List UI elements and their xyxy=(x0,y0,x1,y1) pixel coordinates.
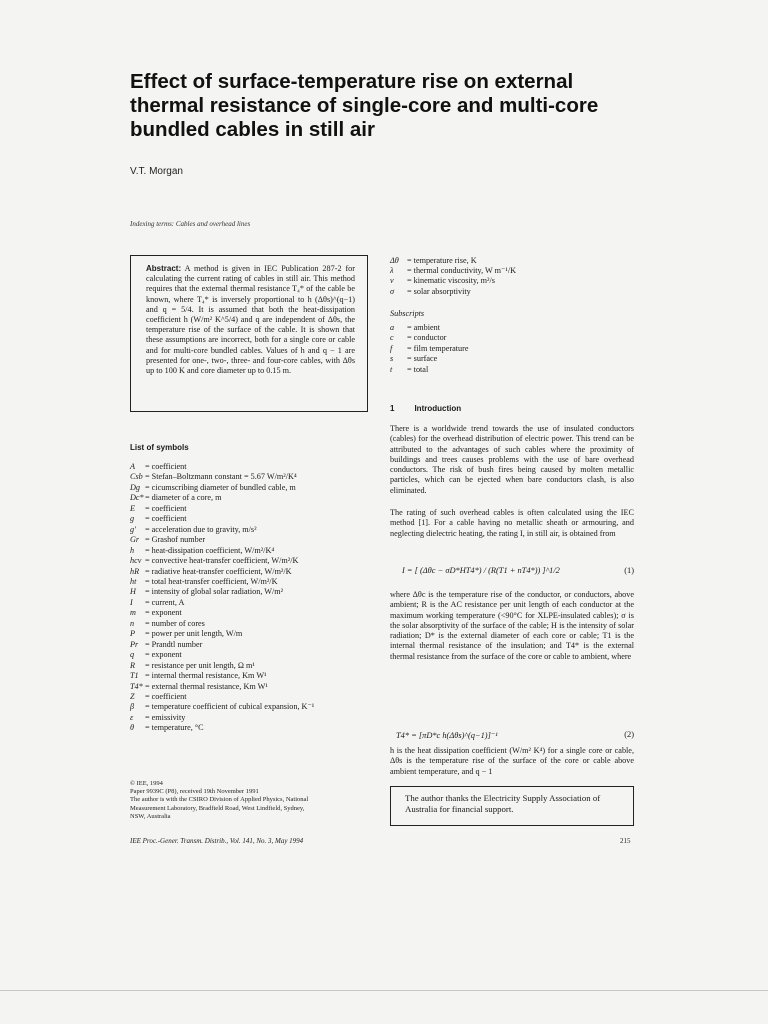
symbol-row xyxy=(130,504,380,514)
symbol: ht xyxy=(130,576,137,586)
symbol-row xyxy=(130,692,380,702)
symbol-row xyxy=(390,287,640,297)
symbol-row xyxy=(130,567,380,577)
abstract-text: A method is given in IEC Publication 287-2 for calculating the current rating of cables in still air. This method requires that the external thermal resistance T₄* of the cable be known, where T₄* is inversely proportional to h (Δθs)^(q−1) and q = 5/4. It is assumed that both the heat-dissipation coefficient h (W/m² K^5/4) and q are independent of Δθs, the temperature rise of the surface of the cable. It is shown that these assumptions are incorrect, both for a single core or cable and for multi-core bundled cables. Values of h and q − 1 are presented for one-, two-, three- and four-core cables, with Δθs up to 100 K and core diameter up to 0.15 m. xyxy=(146,264,355,376)
symbol-definition: = Stefan–Boltzmann constant = 5.67 W/m²/K⁴ xyxy=(145,472,297,482)
affiliation-line: Measurement Laboratory, Bradfield Road, West Lindfield, Sydney, xyxy=(130,804,305,812)
paper-title: Effect of surface-temperature rise on external thermal resistance of single-core and multi-core bundled cables in still air xyxy=(130,70,599,141)
symbol-definition: = exponent xyxy=(145,650,182,660)
affiliation-line: The author is with the CSIRO Division of Applied Physics, National xyxy=(130,796,309,804)
symbol-definition: = internal thermal resistance, Km W¹ xyxy=(145,671,267,681)
intro-paragraph: The rating of such overhead cables is often calculated using the IEC method [1]. For a cable having no metallic sheath or armouring, and neglecting dielectric heating, the rating I, in still air, is obtained from xyxy=(390,508,634,538)
symbol-row xyxy=(130,472,380,482)
symbol: m xyxy=(130,608,136,618)
symbol-row xyxy=(130,598,380,608)
symbol-definition: = film temperature xyxy=(407,343,469,353)
symbol-row xyxy=(130,640,380,650)
symbol-row xyxy=(130,556,380,566)
symbol: θ xyxy=(130,723,135,733)
symbol-row xyxy=(130,713,380,723)
symbol: t xyxy=(390,364,393,374)
page-divider xyxy=(0,990,768,991)
symbol: Csb xyxy=(130,472,143,482)
symbol-definition: = acceleration due to gravity, m/s² xyxy=(145,524,257,534)
symbol-row xyxy=(130,462,380,472)
symbol: ν xyxy=(390,276,394,286)
symbol-definition: = temperature rise, K xyxy=(407,256,477,265)
symbol: T4* xyxy=(130,681,143,691)
page-number: 215 xyxy=(620,837,631,845)
symbol-definition: = total xyxy=(407,364,429,374)
symbol-definition: = solar absorptivity xyxy=(407,286,471,296)
symbol-definition: = coefficient xyxy=(145,503,187,513)
symbol-row xyxy=(130,514,380,524)
symbol-row xyxy=(130,608,380,618)
symbol-row xyxy=(130,483,380,493)
symbol: σ xyxy=(390,286,395,296)
symbol: Dg xyxy=(130,482,141,492)
symbol-definition: = coefficient xyxy=(145,462,187,471)
symbol: Gr xyxy=(130,535,140,545)
symbol: Δθ xyxy=(390,256,399,265)
symbol-row xyxy=(130,682,380,692)
subscript-row xyxy=(390,354,640,364)
symbol-row xyxy=(130,723,380,733)
subscripts-heading: Subscripts xyxy=(390,309,425,318)
symbol-definition: = temperature, °C xyxy=(145,723,204,733)
subscript-row xyxy=(390,365,640,375)
symbol: A xyxy=(130,462,136,471)
symbol: hR xyxy=(130,566,140,576)
symbol-row xyxy=(130,535,380,545)
symbol-definition: = convective heat-transfer coefficient, W/m²/K xyxy=(145,556,299,566)
equation-number: (2) xyxy=(624,730,634,739)
symbol-definition: = total heat-transfer coefficient, W/m²/K xyxy=(145,576,278,586)
symbol-definition: = conductor xyxy=(407,333,447,343)
symbol: E xyxy=(130,503,136,513)
symbols-heading: List of symbols xyxy=(130,443,189,452)
symbol-definition: = exponent xyxy=(145,608,182,618)
symbol-definition: = coefficient xyxy=(145,691,187,701)
symbol-row xyxy=(130,619,380,629)
abstract-label: Abstract: xyxy=(146,264,182,273)
symbol-row xyxy=(390,256,640,266)
section-number: 1 xyxy=(390,404,395,413)
symbol-row xyxy=(130,629,380,639)
symbol: H xyxy=(130,587,136,597)
symbol: g′ xyxy=(130,524,136,534)
symbol: n xyxy=(130,618,135,628)
equation-text: I = [ (Δθc − σD*HT4*) / (R(T1 + nT4*)) ]^1/2 xyxy=(402,566,560,575)
symbol-definition: = cicumscribing diameter of bundled cable, m xyxy=(145,482,296,492)
symbol-row xyxy=(390,276,640,286)
symbol: hcv xyxy=(130,556,142,566)
symbol: q xyxy=(130,650,135,660)
symbol: ε xyxy=(130,712,134,722)
symbol: c xyxy=(390,333,394,343)
symbol-row xyxy=(130,587,380,597)
right-symbols-list xyxy=(390,256,640,297)
acknowledgment-box xyxy=(390,786,634,826)
abstract-box xyxy=(130,255,368,412)
symbol: β xyxy=(130,702,135,712)
symbol: λ xyxy=(390,266,394,276)
symbol-definition: = radiative heat-transfer coefficient, W/m²/K xyxy=(145,566,292,576)
subscript-row xyxy=(390,344,640,354)
symbol-definition: = external thermal resistance, Km W¹ xyxy=(145,681,268,691)
section-title: Introduction xyxy=(414,404,462,413)
symbol-definition: = Grashof number xyxy=(145,535,206,545)
symbol-row xyxy=(130,577,380,587)
author-name: V.T. Morgan xyxy=(130,166,183,177)
symbol: P xyxy=(130,629,136,639)
symbol-definition: = emissivity xyxy=(145,712,186,722)
symbol: s xyxy=(390,354,394,364)
symbol-definition: = current, A xyxy=(145,597,185,607)
symbol-definition: = thermal conductivity, W m⁻¹/K xyxy=(407,266,517,276)
symbol-row xyxy=(130,525,380,535)
footnote xyxy=(130,780,380,821)
symbol: a xyxy=(390,323,395,332)
symbol: R xyxy=(130,660,136,670)
symbol: f xyxy=(390,343,393,353)
symbol-row xyxy=(130,546,380,556)
symbol: g xyxy=(130,514,135,524)
symbol-row xyxy=(130,661,380,671)
symbol-definition: = heat-dissipation coefficient, W/m²/K⁴ xyxy=(145,545,275,555)
symbol: h xyxy=(130,545,135,555)
symbol-definition: = number of cores xyxy=(145,618,205,628)
section-heading xyxy=(390,404,461,413)
symbol-row xyxy=(130,650,380,660)
symbol-row xyxy=(390,266,640,276)
subscript-row xyxy=(390,323,640,333)
acknowledgment-text: The author thanks the Electricity Supply Association of Australia for financial support. xyxy=(405,793,601,814)
symbol: Pr xyxy=(130,639,139,649)
copyright: © IEE, 1994 xyxy=(130,780,163,787)
symbol-row xyxy=(130,671,380,681)
affiliation-line: NSW, Australia xyxy=(130,812,171,820)
symbol-row xyxy=(130,493,380,503)
symbol-row xyxy=(130,702,380,712)
symbol-definition: = kinematic viscosity, m²/s xyxy=(407,276,495,286)
intro-paragraph: There is a worldwide trend towards the use of insulated conductors (cables) for the overhead distribution of electric power. This trend can be attributed to the advantages of such cables where the proximity of buildings and trees causes problems with the use of bare overhead conductors. The risk of bush fires being caused by molten metallic particles, which can be ejected when bare conductors clash, is also eliminated. xyxy=(390,424,634,495)
symbol: T1 xyxy=(130,671,139,681)
indexing-terms: Indexing terms: Cables and overhead lines xyxy=(130,220,251,228)
equation-number: (1) xyxy=(624,566,634,575)
symbols-list xyxy=(130,462,380,734)
symbol-definition: = diameter of a core, m xyxy=(145,493,222,503)
subscript-row xyxy=(390,333,640,343)
symbol-definition: = intensity of global solar radiation, W/m² xyxy=(145,587,284,597)
symbol-definition: = temperature coefficient of cubical expansion, K⁻¹ xyxy=(145,702,315,712)
symbol-definition: = Prandtl number xyxy=(145,639,203,649)
symbol-definition: = ambient xyxy=(407,323,441,332)
symbol: Dc* xyxy=(130,493,144,503)
paper-info: Paper 9939C (P8), received 19th November 1991 xyxy=(130,788,259,796)
equation-text: T4* = [πD*c h(Δθs)^(q−1)]⁻¹ xyxy=(396,731,498,740)
intro-paragraph: h is the heat dissipation coefficient (W/m² K⁴) for a single core or cable, Δθs is the temperature rise of the surface of the core or cable above ambient temperature, and q − 1 xyxy=(390,746,634,776)
subscripts-list xyxy=(390,323,640,375)
journal-citation: IEE Proc.-Gener. Transm. Distrib., Vol. 141, No. 3, May 1994 xyxy=(130,837,304,845)
symbol-definition: = surface xyxy=(407,354,438,364)
symbol-definition: = power per unit length, W/m xyxy=(145,629,243,639)
intro-paragraph: where Δθc is the temperature rise of the conductor, or conductors, above ambient; R is the AC resistance per unit length of each conductor at the maximum working temperature (<90°C for XLPE-insulated cables); σ is the solar absorptivity of the surface of the cable; H is the intensity of solar radiation; D* is the external diameter of each core or cable; T1 is the internal thermal resistance of the insulation; and T4* is the external thermal resistance from the surface of the core or cable to ambient, where xyxy=(390,590,634,661)
symbol: I xyxy=(130,597,133,607)
symbol: Z xyxy=(130,691,135,701)
symbol-definition: = resistance per unit length, Ω m¹ xyxy=(145,660,255,670)
symbol-definition: = coefficient xyxy=(145,514,187,524)
